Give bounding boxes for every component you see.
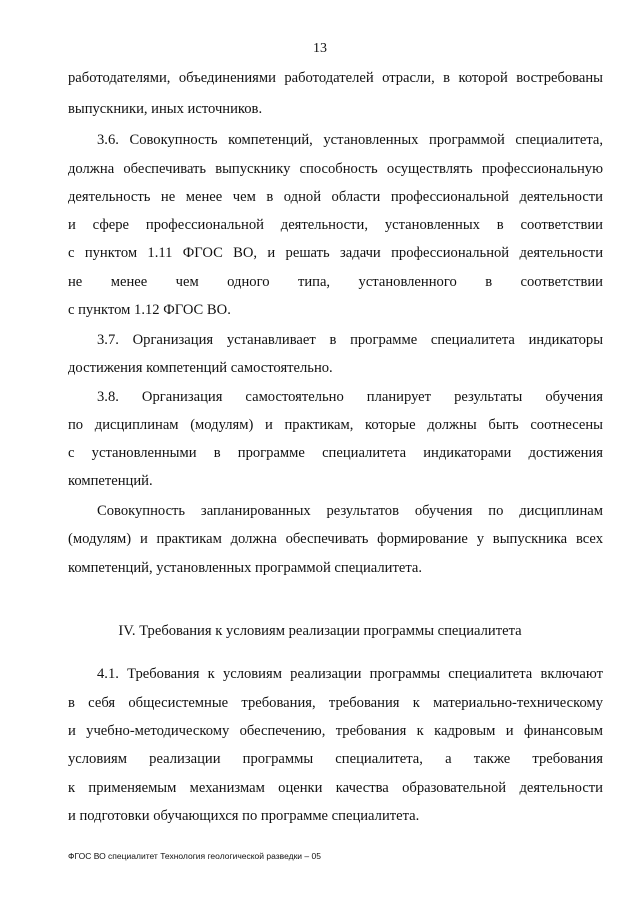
body-line: выпускники, иных источников. [68, 101, 263, 117]
page-footer: ФГОС ВО специалитет Технология геологической разведки – 05 [68, 851, 321, 861]
body-line: деятельность не менее чем в одной области профессиональной деятельности [68, 189, 603, 205]
body-line: 4.1. Требования к условиям реализации программы специалитета включают [97, 666, 603, 682]
body-line: и подготовки обучающихся по программе специалитета. [68, 808, 420, 824]
body-line: компетенций, установленных программой специалитета. [68, 560, 423, 576]
body-line: и сфере профессиональной деятельности, установленных в соответствии [68, 217, 603, 233]
body-line: с пунктом 1.12 ФГОС ВО. [68, 302, 231, 318]
body-line: не менее чем одного типа, установленного в соответствии [68, 274, 603, 290]
body-line: в себя общесистемные требования, требования к материально-техническому [68, 695, 603, 711]
body-line: условиям реализации программы специалитета, а также требования [68, 751, 603, 767]
body-line: (модулям) и практикам должна обеспечивать формирование у выпускника всех [68, 531, 603, 547]
body-line: достижения компетенций самостоятельно. [68, 360, 333, 376]
body-line: компетенций. [68, 473, 153, 489]
section-heading: IV. Требования к условиям реализации программы специалитета [118, 623, 522, 639]
body-line: работодателями, объединениями работодателей отрасли, в которой востребованы [68, 70, 603, 86]
body-line: 3.7. Организация устанавливает в программе специалитета индикаторы [97, 332, 603, 348]
body-line: 3.6. Совокупность компетенций, установленных программой специалитета, [97, 132, 603, 148]
page-number: 13 [313, 41, 327, 56]
body-line: к применяемым механизмам оценки качества образовательной деятельности [68, 780, 603, 796]
body-line: по дисциплинам (модулям) и практикам, которые должны быть соотнесены [68, 417, 603, 433]
body-line: с установленными в программе специалитета индикаторами достижения [68, 445, 603, 461]
body-line: должна обеспечивать выпускнику способность осуществлять профессиональную [68, 161, 603, 177]
body-line: Совокупность запланированных результатов обучения по дисциплинам [97, 503, 603, 519]
body-line: с пунктом 1.11 ФГОС ВО, и решать задачи профессиональной деятельности [68, 245, 603, 261]
body-line: 3.8. Организация самостоятельно планирует результаты обучения [97, 389, 603, 405]
body-line: и учебно-методическому обеспечению, требования к кадровым и финансовым [68, 723, 603, 739]
